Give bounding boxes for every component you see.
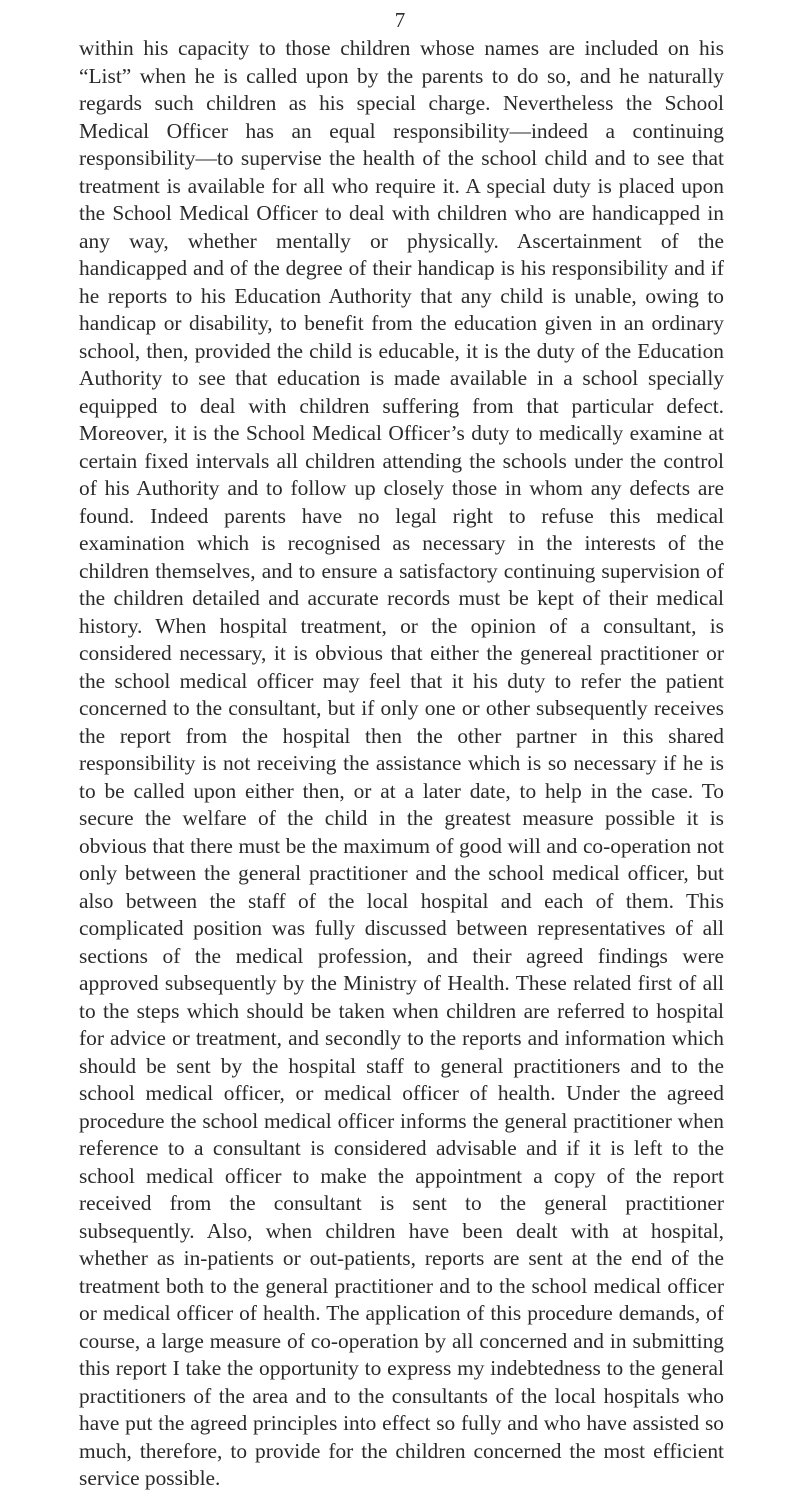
body-text — [79, 35, 724, 1493]
paragraph: within his capacity to those children whose names are included on his “List” when he is called upon by the parents to do so, and he naturally regards such children as his special charge. Nevertheless the School Medical Officer has an equal responsibility—indeed a continuing responsibility—to supervise the health of the school child and to see that treatment is available for all who require it. A special duty is placed upon the School Medical Officer to deal with children who are handicapped in any way, whether mentally or physically. Ascertainment of the handicapped and of the degree of their handicap is his responsibility and if he reports to his Education Authority that any child is unable, owing to handicap or disability, to benefit from the education given in an ordinary school, then, provided the child is educable, it is the duty of the Education Authority to see that education is made available in a school specially equipped to deal with children suffering from that particular defect. Moreover, it is the School Medical Officer’s duty to medically examine at certain fixed intervals all children attending the schools under the control of his Authority and to follow up closely those in whom any defects are found. Indeed parents have no legal right to refuse this medical examination which is recognised as necessary in the interests of the children themselves, and to ensure a satisfactory continuing supervision of the children detailed and accurate records must be kept of their medical history. When hospital treatment, or the opinion of a consultant, is considered necessary, it is obvious that either the genereal practitioner or the school medical officer may feel that it his duty to refer the patient concerned to the consultant, but if only one or other subsequently receives the report from the hospital then the other partner in this shared responsibility is not receiving the assistance which is so necessary if he is to be called upon either then, or at a later date, to help in the case. To secure the welfare of the child in the greatest measure possible it is obvious that there must be the maximum of good will and co-operation not only between the general practitioner and the school medical officer, but also between the staff of the local hospital and each of them. This complicated position was fully discussed between representatives of all sections of the medical profession, and their agreed findings were approved subsequently by the Ministry of Health. These related first of all to the steps which should be taken when children are referred to hospital for advice or treatment, and secondly to the reports and information which should be sent by the hospital staff to general practitioners and to the school medical officer, or medical officer of health. Under the agreed procedure the school medical officer informs the general practitioner when reference to a consultant is considered advisable and if it is left to the school medical officer to make the appointment a copy of the report received from the consultant is sent to the general practitioner subsequently. Also, when children have been dealt with at hospital, whether as in-patients or out-patients, reports are sent at the end of the treatment both to the general practitioner and to the school medical officer or medical officer of health. The application of this procedure demands, of course, a large measure of co-operation by all concerned and in submitting this report I take the opportunity to express my indebtedness to the general practitioners of the area and to the consultants of the local hospitals who have put the agreed principles into effect so fully and who have assisted so much, therefore, to provide for the children concerned the most efficient service possible. — [79, 36, 724, 1490]
page-number: 7 — [394, 8, 406, 32]
